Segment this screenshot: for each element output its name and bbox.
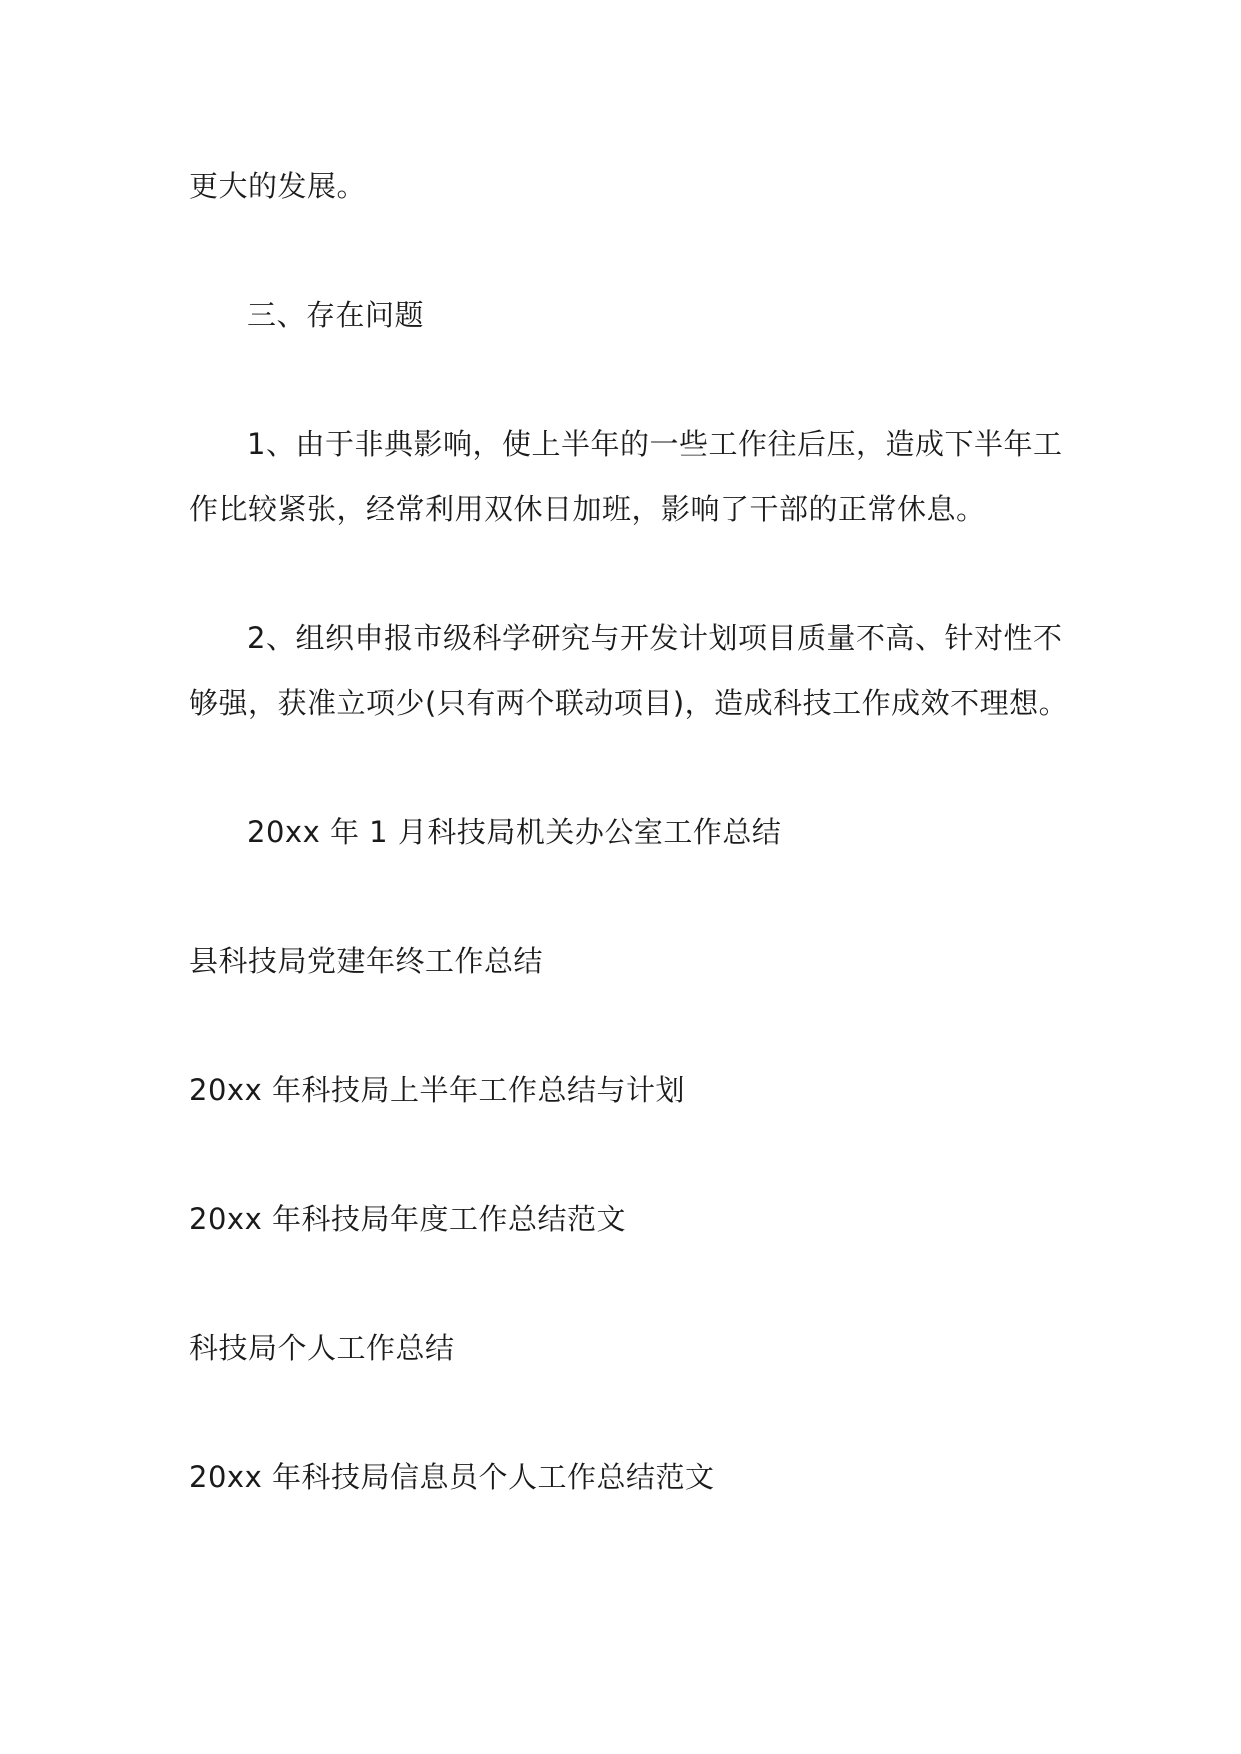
paragraph-line: 够强，获准立项少(只有两个联动项目)，造成科技工作成效不理想。: [189, 686, 1069, 720]
related-title: 20xx 年 1 月科技局机关办公室工作总结: [247, 815, 782, 849]
paragraph-line: 作比较紧张，经常利用双休日加班，影响了干部的正常休息。: [189, 492, 986, 526]
paragraph-line: 更大的发展。: [189, 169, 367, 203]
related-link[interactable]: 20xx 年科技局上半年工作总结与计划: [189, 1073, 685, 1107]
paragraph-line: 2、组织申报市级科学研究与开发计划项目质量不高、针对性不: [247, 621, 1063, 655]
related-link[interactable]: 20xx 年科技局信息员个人工作总结范文: [189, 1460, 715, 1494]
related-link[interactable]: 县科技局党建年终工作总结: [189, 944, 544, 978]
related-link[interactable]: 20xx 年科技局年度工作总结范文: [189, 1202, 626, 1236]
section-heading: 三、存在问题: [247, 298, 425, 332]
paragraph-line: 1、由于非典影响，使上半年的一些工作往后压，造成下半年工: [247, 427, 1063, 461]
related-link[interactable]: 科技局个人工作总结: [189, 1331, 455, 1365]
